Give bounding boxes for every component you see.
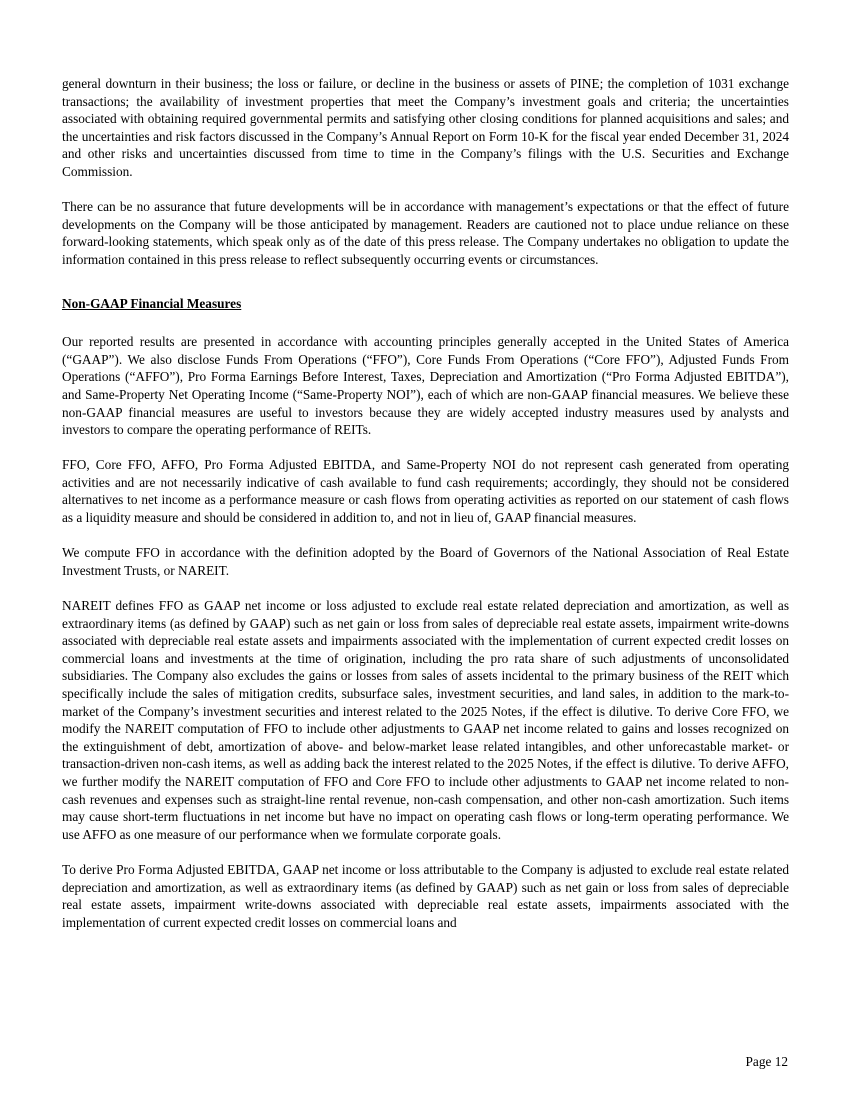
paragraph-not-cash-generated: FFO, Core FFO, AFFO, Pro Forma Adjusted EBITDA, and Same-Property NOI do not represent cash generated from operating activities and are not necessarily indicative of cash available to fund cash requirements; accordingly, they should not be considered alternatives to net income as a performance measure or cash flows from operating activities as reported on our statement of cash flows as a liquidity measure and should be considered in addition to, and not in lieu of, GAAP financial measures. [62,457,789,526]
page-content [62,75,789,949]
paragraph-compute-ffo: We compute FFO in accordance with the definition adopted by the Board of Governors of the National Association of Real Estate Investment Trusts, or NAREIT. [62,545,789,578]
page-number: Page 12 [745,1054,788,1069]
section-heading-non-gaap: Non-GAAP Financial Measures [62,295,242,311]
paragraph-no-assurance: There can be no assurance that future developments will be in accordance with management’s expectations or that the effect of future developments on the Company will be those anticipated by management. Readers are cautioned not to place undue reliance on these forward-looking statements, which speak only as of the date of this press release. The Company undertakes no obligation to update the information contained in this press release to reflect subsequently occurring events or circumstances. [62,199,789,267]
paragraph-reported-results: Our reported results are presented in accordance with accounting principles generally accepted in the United States of America (“GAAP”). We also disclose Funds From Operations (“FFO”), Core Funds From Operations (“Core FFO”), Adjusted Funds From Operations (“AFFO”), Pro Forma Earnings Before Interest, Taxes, Depreciation and Amortization (“Pro Forma Adjusted EBITDA”), and Same-Property Net Operating Income (“Same-Property NOI”), each of which are non-GAAP financial measures. We believe these non-GAAP financial measures are useful to investors because they are widely accepted industry measures used by analysts and investors to compare the operating performance of REITs. [62,334,789,438]
paragraph-derive-pro-forma-ebitda: To derive Pro Forma Adjusted EBITDA, GAAP net income or loss attributable to the Company is adjusted to exclude real estate related depreciation and amortization, as well as extraordinary items (as defined by GAAP) such as net gain or loss from sales of depreciable real estate assets, impairment write-downs associated with depreciable real estate assets, impairments associated with the implementation of current expected credit losses on commercial loans and [62,861,789,930]
paragraph-nareit-definition: NAREIT defines FFO as GAAP net income or loss adjusted to exclude real estate related depreciation and amortization, as well as extraordinary items (as defined by GAAP) such as net gain or loss from sales of depreciable real estate assets, impairment write-downs associated with depreciable real estate assets and impairments associated with the implementation of current expected credit losses on commercial loans and investments at the time of origination, including the pro rata share of such adjustments of unconsolidated subsidiaries. The Company also excludes the gains or losses from sales of assets incidental to the primary business of the REIT which specifically include the sales of mitigation credits, subsurface sales, investment securities, and land sales, in addition to the mark-to-market of the Company’s investment securities and interest related to the 2025 Notes, if the effect is dilutive. To derive Core FFO, we modify the NAREIT computation of FFO to include other adjustments to GAAP net income related to gains and losses recognized on the extinguishment of debt, amortization of above- and below-market lease related intangibles, and other unforecastable market- or transaction-driven non-cash items, as well as adding back the interest related to the 2025 Notes, if the effect is dilutive. To derive AFFO, we further modify the NAREIT computation of FFO and Core FFO to include other adjustments to GAAP net income related to non-cash revenues and expenses such as straight-line rental revenue, non-cash compensation, and other non-cash amortization. Such items may cause short-term fluctuations in net income but have no impact on operating cash flows or long-term operating performance. We use AFFO as one measure of our performance when we formulate corporate goals. [62,598,789,842]
paragraph-forward-looking-risks: general downturn in their business; the loss or failure, or decline in the business or assets of PINE; the completion of 1031 exchange transactions; the availability of investment properties that meet the Company’s investment goals and criteria; the uncertainties associated with obtaining required governmental permits and satisfying other closing conditions for planned acquisitions and sales; and the uncertainties and risk factors discussed in the Company’s Annual Report on Form 10-K for the fiscal year ended December 31, 2024 and other risks and uncertainties discussed from time to time in the Company’s filings with the U.S. Securities and Exchange Commission. [62,76,789,179]
